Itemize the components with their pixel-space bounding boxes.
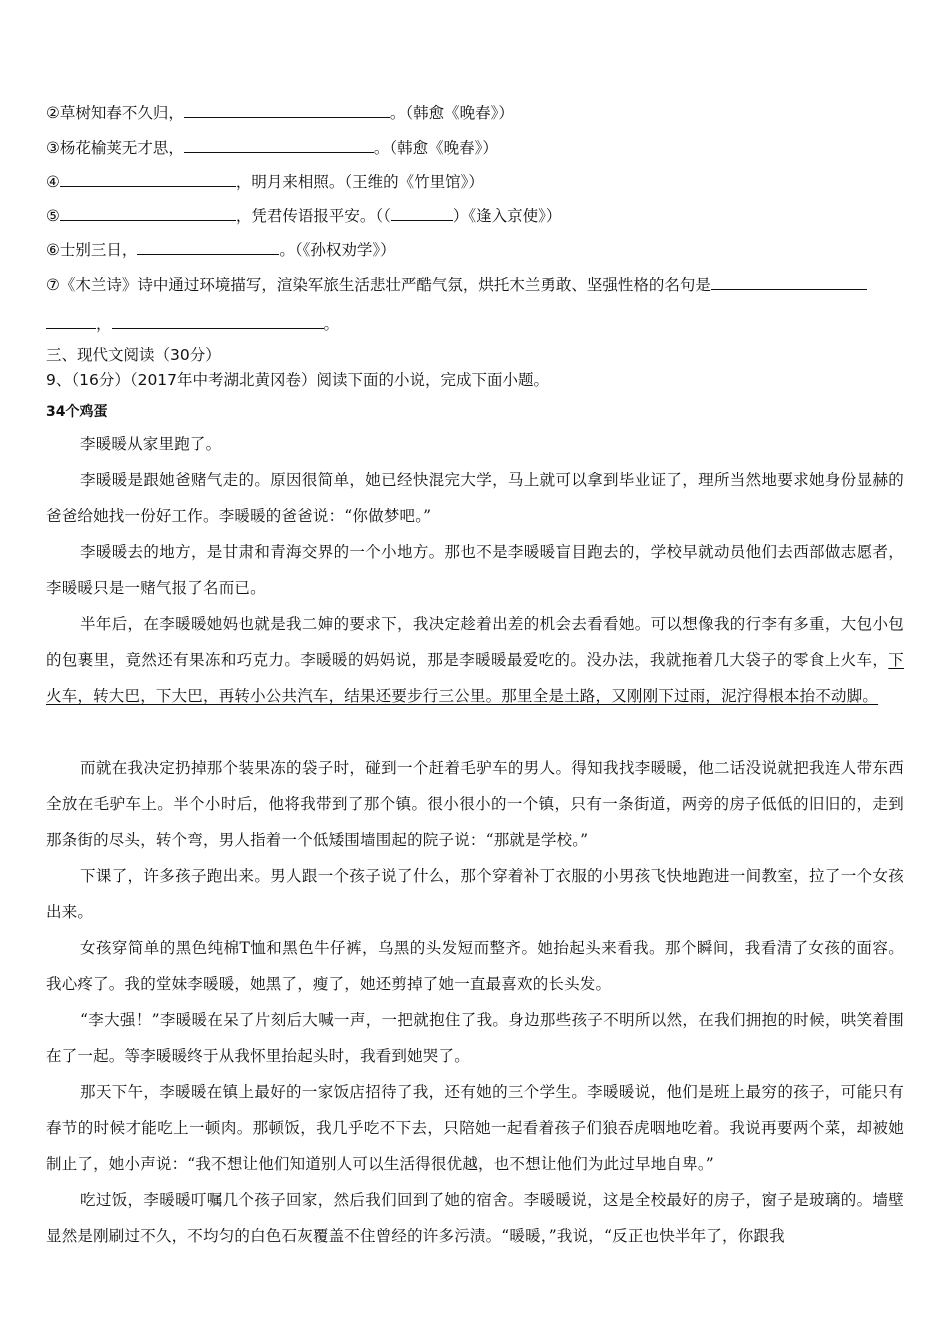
answer-blank[interactable]	[46, 313, 96, 329]
poem-text: 《木兰诗》诗中通过环境描写，渲染军旅生活悲壮严酷气氛，烘托木兰勇敢、坚强性格的名句是	[59, 276, 711, 294]
question-number: ④	[46, 173, 60, 191]
poem-text: 杨花榆荚无才思，	[59, 139, 184, 157]
poem-source: 。（韩愈《晚春》）	[389, 104, 514, 122]
story-paragraph-10: 吃过饭，李暖暖叮嘱几个孩子回家，然后我们回到了她的宿舍。李暖暖说，这是全校最好的房子，窗子是玻璃的。墙壁显然是刚刷过不久，不均匀的白色石灰覆盖不住曾经的许多污渍。“暖暖，”我说，“反正也快半年了，你跟我	[46, 1191, 904, 1245]
story-title: 34个鸡蛋	[46, 404, 108, 420]
paragraph-text: 半年后，在李暖暖她妈也就是我二婶的要求下，我决定趁着出差的机会去看看她。可以想像我的行李有多重，大包小包的包裹里，竟然还有果冻和巧克力。李暖暖的妈妈说，那是李暖暖最爱吃的。没办法，我就拖着几大袋子的零食上火车，	[46, 615, 904, 669]
underlined-sentence: 下火车，转大巴，下大巴，再转小公共汽车，结果还要步行三公里。那里全是土路，又刚刚下过雨，泥泞得根本抬不动脚。	[46, 651, 904, 705]
poem-line-6	[46, 239, 396, 260]
punct: 。	[323, 315, 340, 333]
poem-source: 。（《孙权劝学》）	[279, 241, 396, 259]
story-paragraph-7: 女孩穿简单的黑色纯棉T恤和黑色牛仔裤，乌黑的头发短而整齐。她抬起头来看我。那个瞬间，我看清了女孩的面容。我心疼了。我的堂妹李暖暖，她黑了，瘦了，她还剪掉了她一直最喜欢的长头发。	[46, 939, 904, 993]
question-number: ⑥	[46, 241, 60, 259]
poem-text: 士别三日，	[59, 241, 138, 259]
answer-blank[interactable]	[184, 137, 374, 153]
question-number: ⑦	[46, 276, 60, 294]
question-number: ③	[46, 139, 60, 157]
punct: ，	[96, 315, 112, 333]
story-paragraph-9: 那天下午，李暖暖在镇上最好的一家饭店招待了我，还有她的三个学生。李暖暖说，他们是班上最穷的孩子，可能只有春节的时候才能吃上一顿肉。那顿饭，我几乎吃不下去，只陪她一起看着孩子们狼吞虎咽地吃着。我说再要两个菜，却被她制止了，她小声说：“我不想让他们知道别人可以生活得很优越，也不想让他们为此过早地自卑。”	[46, 1083, 904, 1173]
poem-line-7-cont	[46, 313, 339, 334]
poem-source: 。（韩愈《晚春》）	[373, 139, 498, 157]
answer-blank[interactable]	[60, 205, 236, 221]
section-heading: 三、现代文阅读（30分）	[46, 346, 221, 364]
poem-line-4	[46, 171, 484, 192]
author-blank[interactable]	[391, 205, 453, 221]
story-paragraph-6: 下课了，许多孩子跑出来。男人跟一个孩子说了什么，那个穿着补丁衣服的小男孩飞快地跑进一间教室，拉了一个女孩出来。	[46, 867, 904, 921]
poem-line-3	[46, 137, 498, 158]
question-prompt: 9、（16分）（2017年中考湖北黄冈卷）阅读下面的小说，完成下面小题。	[46, 371, 550, 389]
poem-text: 草树知春不久归，	[59, 104, 184, 122]
poem-line-7	[46, 274, 867, 295]
story-paragraph-2: 李暖暖是跟她爸赌气走的。原因很简单，她已经快混完大学，马上就可以拿到毕业证了，理所当然地要求她身份显赫的爸爸给她找一份好工作。李暖暖的爸爸说：“你做梦吧。”	[46, 471, 904, 525]
question-number: ②	[46, 104, 60, 122]
story-paragraph-3: 李暖暖去的地方，是甘肃和青海交界的一个小地方。那也不是李暖暖盲目跑去的，学校早就动员他们去西部做志愿者，李暖暖只是一赌气报了名而已。	[46, 543, 904, 597]
poem-text: ，凭君传语报平安。（（	[235, 207, 391, 225]
poem-source: ，明月来相照。（王维的《竹里馆》）	[235, 173, 484, 191]
poem-line-2	[46, 102, 514, 123]
story-paragraph-8: “李大强！”李暖暖在呆了片刻后大喊一声，一把就抱住了我。身边那些孩子不明所以然，在我们拥抱的时候，哄笑着围在了一起。等李暖暖终于从我怀里抬起头时，我看到她哭了。	[46, 1011, 904, 1065]
answer-blank[interactable]	[184, 102, 390, 118]
answer-blank[interactable]	[60, 171, 236, 187]
question-number: ⑤	[46, 207, 60, 225]
answer-blank[interactable]	[711, 274, 867, 290]
poem-line-5	[46, 205, 561, 226]
poem-source: ）《逢入京使》）	[452, 207, 562, 225]
answer-blank[interactable]	[137, 239, 279, 255]
story-paragraph-5: 而就在我决定扔掉那个装果冻的袋子时，碰到一个赶着毛驴车的男人。得知我找李暖暖，他二话没说就把我连人带东西全放在毛驴车上。半个小时后，他将我带到了那个镇。很小很小的一个镇，只有一条街道，两旁的房子低低的旧旧的，走到那条街的尽头，转个弯，男人指着一个低矮围墙围起的院子说：“那就是学校。”	[46, 759, 904, 849]
answer-blank[interactable]	[112, 313, 324, 329]
story-paragraph-1: 李暖暖从家里跑了。	[80, 435, 222, 453]
story-paragraph-4	[46, 606, 904, 714]
